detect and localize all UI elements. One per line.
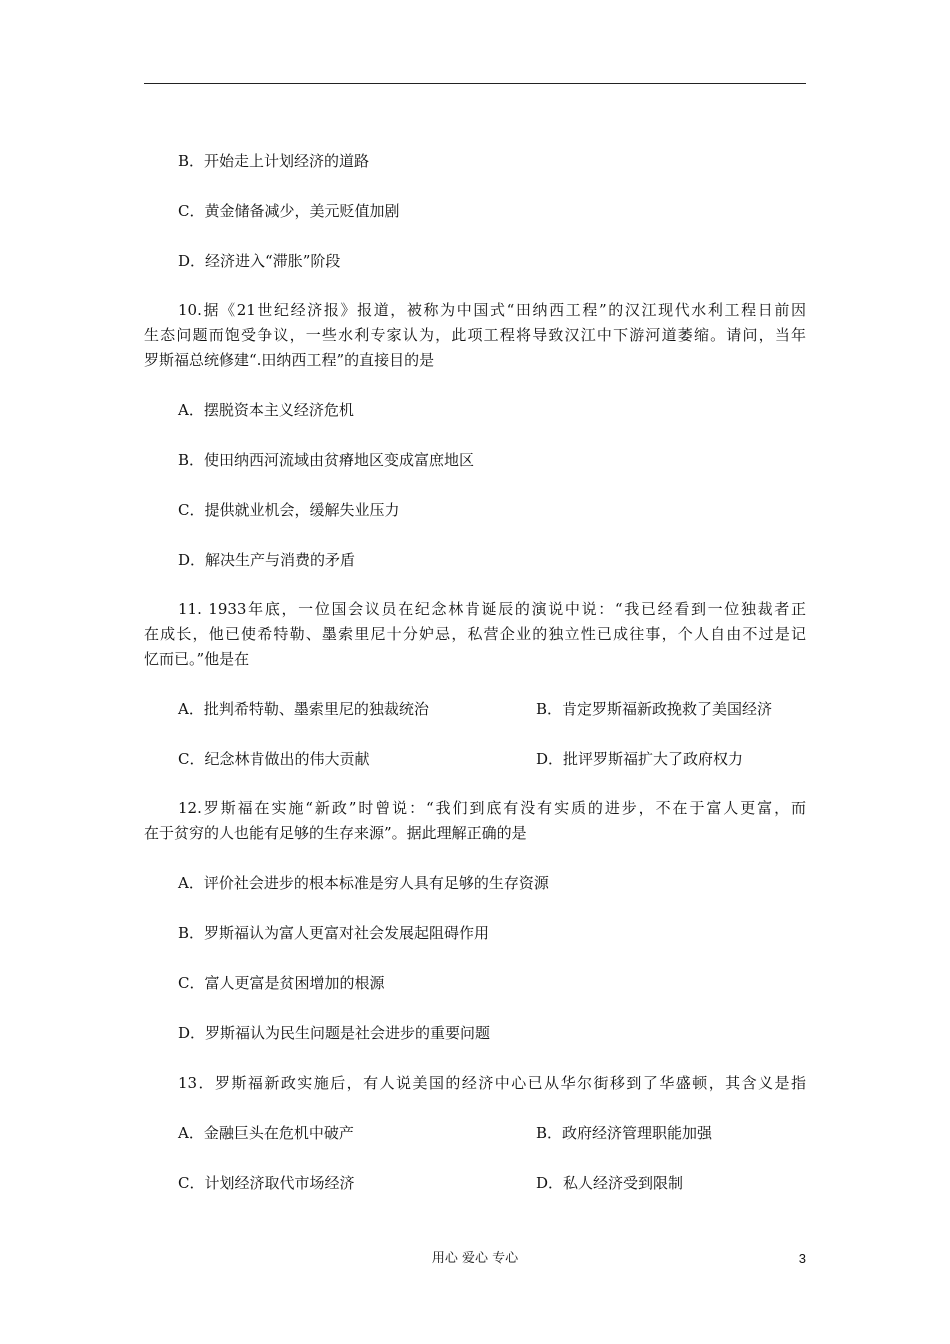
q13-option-b: B．政府经济管理职能加强 [536, 1124, 713, 1142]
q12-option-b: B．罗斯福认为富人更富对社会发展起阻碍作用 [178, 924, 490, 942]
q12-option-d: D．罗斯福认为民生问题是社会进步的重要问题 [178, 1024, 491, 1042]
q12-stem-line-2: 在于贫穷的人也能有足够的生存来源”。据此理解正确的是 [144, 824, 527, 842]
q10-stem-line-2: 生态问题而饱受争议，一些水利专家认为，此项工程将导致汉江中下游河道萎缩。请问，当年 [144, 326, 806, 344]
q12-option-a: A．评价社会进步的根本标准是穷人具有足够的生存资源 [178, 874, 549, 892]
q10-option-b: B．使田纳西河流域由贫瘠地区变成富庶地区 [178, 451, 475, 469]
page-number: 3 [798, 1251, 806, 1266]
q11-option-b: B．肯定罗斯福新政挽救了美国经济 [536, 700, 773, 718]
q13-option-d: D．私人经济受到限制 [536, 1174, 684, 1192]
q12-option-c: C．富人更富是贫困增加的根源 [178, 974, 385, 992]
q13-stem: 13．罗斯福新政实施后，有人说美国的经济中心已从华尔街移到了华盛顿，其含义是指 [178, 1074, 806, 1092]
footer-motto: 用心 爱心 专心 [431, 1251, 519, 1266]
q12-stem-line-1: 12.罗斯福在实施“新政”时曾说：“我们到底有没有实质的进步，不在于富人更富，而 [178, 799, 806, 817]
q11-stem-line-3: 忆而已。”他是在 [144, 650, 250, 668]
q10-option-c: C．提供就业机会，缓解失业压力 [178, 501, 400, 519]
q9-option-c: C．黄金储备减少，美元贬值加剧 [178, 202, 400, 220]
q13-option-a: A．金融巨头在危机中破产 [178, 1124, 354, 1142]
q10-stem-line-3: 罗斯福总统修建“.田纳西工程”的直接目的是 [144, 351, 435, 369]
q10-option-d: D．解决生产与消费的矛盾 [178, 551, 356, 569]
q9-option-d: D．经济进入“滞胀”阶段 [178, 252, 341, 270]
q10-stem-line-1: 10.据《21世纪经济报》报道，被称为中国式“田纳西工程”的汉江现代水利工程日前因 [178, 301, 806, 319]
q11-option-d: D．批评罗斯福扩大了政府权力 [536, 750, 744, 768]
q11-stem-line-1: 11. 1933年底，一位国会议员在纪念林肯诞辰的演说中说：“我已经看到一位独裁者正 [178, 600, 806, 618]
q10-option-a: A．摆脱资本主义经济危机 [178, 401, 354, 419]
q11-option-c: C．纪念林肯做出的伟大贡献 [178, 750, 370, 768]
q11-option-a: A．批判希特勒、墨索里尼的独裁统治 [178, 700, 429, 718]
q9-option-b: B．开始走上计划经济的道路 [178, 152, 370, 170]
header-rule [144, 83, 806, 84]
q11-stem-line-2: 在成长，他已使希特勒、墨索里尼十分妒忌，私营企业的独立性已成往事，个人自由不过是记 [144, 625, 806, 643]
q13-option-c: C．计划经济取代市场经济 [178, 1174, 355, 1192]
